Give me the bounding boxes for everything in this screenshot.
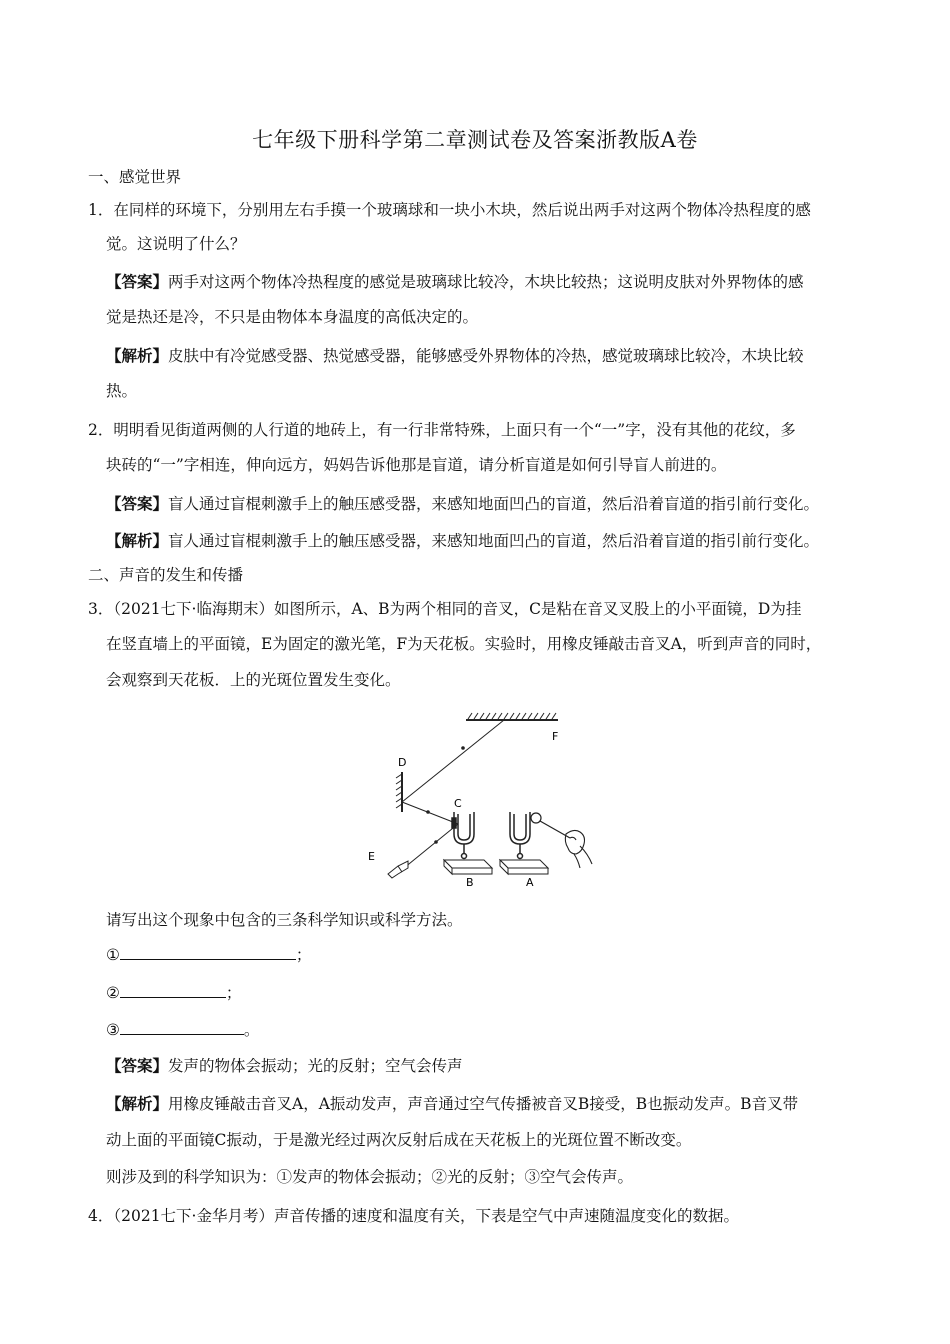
blank-2-mark: ②: [106, 984, 120, 1002]
blank-1-mark: ①: [106, 946, 120, 964]
q3-line-3: 会观察到天花板．上的光斑位置发生变化。: [106, 671, 401, 689]
rubber-mallet: [531, 813, 570, 838]
answer-blank-2: [106, 983, 241, 1003]
answer-text: 发声的物体会振动；光的反射；空气会传声: [168, 1057, 463, 1075]
answer-text: 盲人通过盲棍刺激手上的触压感受器，来感知地面凹凸的盲道，然后沿着盲道的指引前行变化。: [168, 495, 820, 513]
blank-2-line[interactable]: [120, 983, 226, 998]
q3-line-1: 3．（2021七下·临海期末）如图所示，A、B为两个相同的音叉，C是粘在音叉叉股上的小平面镜，D为挂: [88, 600, 802, 618]
q2-analysis: [106, 531, 819, 551]
tuning-fork-diagram: [362, 708, 602, 890]
analysis-tag: 【解析】: [106, 531, 169, 550]
q3-analysis-summary: 则涉及到的科学知识为：①发声的物体会振动；②光的反射；③空气会传声。: [106, 1168, 634, 1186]
label-c: C: [454, 797, 462, 810]
section-heading-2: 二、声音的发生和传播: [88, 566, 244, 584]
label-b: B: [466, 876, 474, 889]
ceiling-hatch: [466, 713, 558, 720]
label-e: E: [368, 850, 375, 863]
answer-tag: 【答案】: [106, 1056, 169, 1075]
q2-line-2: 块砖的“一”字相连，伸向远方，妈妈告诉他那是盲道，请分析盲道是如何引导盲人前进的。: [106, 456, 727, 474]
q2-answer: [106, 494, 819, 514]
answer-tag: 【答案】: [106, 272, 169, 291]
tuning-fork-b: [452, 812, 474, 859]
q3-analysis: [106, 1094, 798, 1114]
q3-prompt: 请写出这个现象中包含的三条科学知识或科学方法。: [106, 911, 463, 929]
path-dot: [434, 840, 438, 844]
q1-answer-cont: 觉是热还是冷，不只是由物体本身温度的高低决定的。: [106, 308, 479, 326]
tuning-fork-a: [510, 812, 530, 859]
document-title: 七年级下册科学第二章测试卷及答案浙教版A卷: [252, 128, 698, 152]
laser-pen: [388, 861, 408, 878]
blank-3-end: 。: [243, 1021, 260, 1039]
path-dot: [461, 746, 465, 750]
label-f: F: [552, 730, 559, 743]
answer-blank-1: [106, 945, 311, 965]
analysis-tag: 【解析】: [106, 346, 169, 365]
q4-line-1: 4．（2021七下·金华月考）声音传播的速度和温度有关，下表是空气中声速随温度变化的数据。: [88, 1207, 739, 1225]
answer-tag: 【答案】: [106, 494, 169, 513]
answer-blank-3: [106, 1020, 259, 1040]
q3-answer: [106, 1056, 463, 1076]
analysis-text: 用橡皮锤敲击音叉A，A振动发声，声音通过空气传播被音叉B接受，B也振动发声。B音叉带: [168, 1095, 799, 1113]
wall-mirror: [396, 772, 402, 812]
blank-1-line[interactable]: [120, 945, 296, 960]
q3-line-2: 在竖直墙上的平面镜，E为固定的激光笔，F为天花板。实验时，用橡皮锤敲击音叉A，听到声音的同时，: [106, 635, 822, 653]
section-heading-1: 一、感觉世界: [88, 168, 182, 186]
q2-line-1: 2．明明看见街道两侧的人行道的地砖上，有一行非常特殊，上面只有一个“一”字，没有其他的花纹，多: [88, 421, 796, 439]
q1-analysis-cont: 热。: [106, 382, 138, 400]
q1-analysis: [106, 346, 804, 366]
hand-icon: [565, 830, 592, 868]
q1-line-1: 1．在同样的环境下，分别用左右手摸一个玻璃球和一块小木块，然后说出两手对这两个物体冷热程度的感: [88, 201, 811, 219]
resonance-box-b: [444, 860, 492, 874]
label-a: A: [526, 876, 534, 889]
q3-analysis-cont: 动上面的平面镜C振动，于是激光经过两次反射后成在天花板上的光斑位置不断改变。: [106, 1131, 692, 1149]
answer-text: 两手对这两个物体冷热程度的感觉是玻璃球比较冷，木块比较热；这说明皮肤对外界物体的感: [168, 273, 804, 291]
path-dot: [426, 810, 430, 814]
blank-1-end: ；: [295, 946, 312, 964]
analysis-tag: 【解析】: [106, 1094, 169, 1113]
analysis-text: 盲人通过盲棍刺激手上的触压感受器，来感知地面凹凸的盲道，然后沿着盲道的指引前行变化。: [168, 532, 820, 550]
blank-3-line[interactable]: [120, 1020, 244, 1035]
q1-line-2: 觉。这说明了什么？: [106, 235, 246, 253]
blank-2-end: ；: [225, 984, 242, 1002]
label-d: D: [398, 756, 407, 769]
resonance-box-a: [500, 860, 548, 874]
q1-answer: [106, 272, 804, 292]
laser-path: [402, 720, 504, 868]
blank-3-mark: ③: [106, 1021, 120, 1039]
analysis-text: 皮肤中有冷觉感受器、热觉感受器，能够感受外界物体的冷热，感觉玻璃球比较冷，木块比较: [168, 347, 804, 365]
